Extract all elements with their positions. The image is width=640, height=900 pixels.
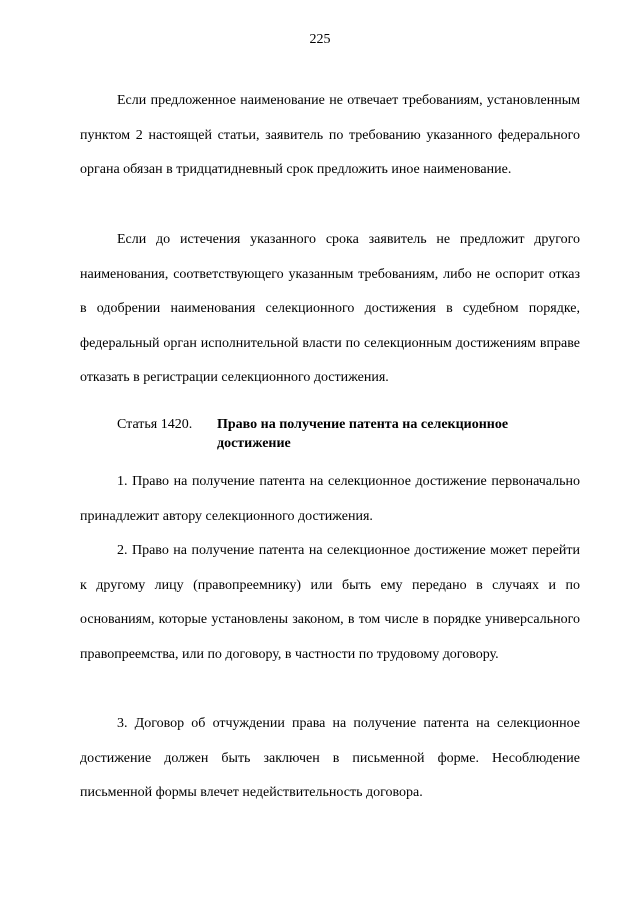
article-number: Статья 1420. (117, 417, 193, 432)
paragraph-refusal-registration: Если до истечения указанного срока заявитель не предложит другого наименования, соответствующего указанным требованиям, либо не оспорит отказ в одобрении наименования селекционного достижения в судебном порядке, федеральный орган исполнительной власти по селекционным достижениям вправе отказать в регистрации селекционного достижения. (80, 232, 580, 385)
article-item-1: 1. Право на получение патента на селекционное достижение первоначально принадлежит автору селекционного достижения. (80, 474, 580, 524)
article-item-container (80, 534, 580, 672)
article-item-container (80, 707, 580, 811)
article-item-2: 2. Право на получение патента на селекционное достижение может перейти к другому лицу (правопреемнику) или быть ему передано в случаях и по основаниям, которые установлены законом, в том числе в порядке универсального правопреемства, или по договору, в частности по трудовому договору. (80, 543, 580, 662)
article-title: Право на получение патента на селекционное достижение (217, 417, 509, 451)
paragraph-container (80, 223, 580, 396)
page-number: 225 (309, 32, 331, 47)
article-item-3: 3. Договор об отчуждении права на получение патента на селекционное достижение должен быть заключен в письменной форме. Несоблюдение письменной формы влечет недействительность договора. (80, 716, 580, 800)
article-item-container (80, 465, 580, 534)
article-heading (117, 415, 577, 453)
paragraph-proposed-name: Если предложенное наименование не отвечает требованиям, установленным пунктом 2 настоящей статьи, заявитель по требованию указанного федерального органа обязан в тридцатидневный срок предложить иное наименование. (80, 93, 580, 177)
paragraph-container (80, 84, 580, 188)
